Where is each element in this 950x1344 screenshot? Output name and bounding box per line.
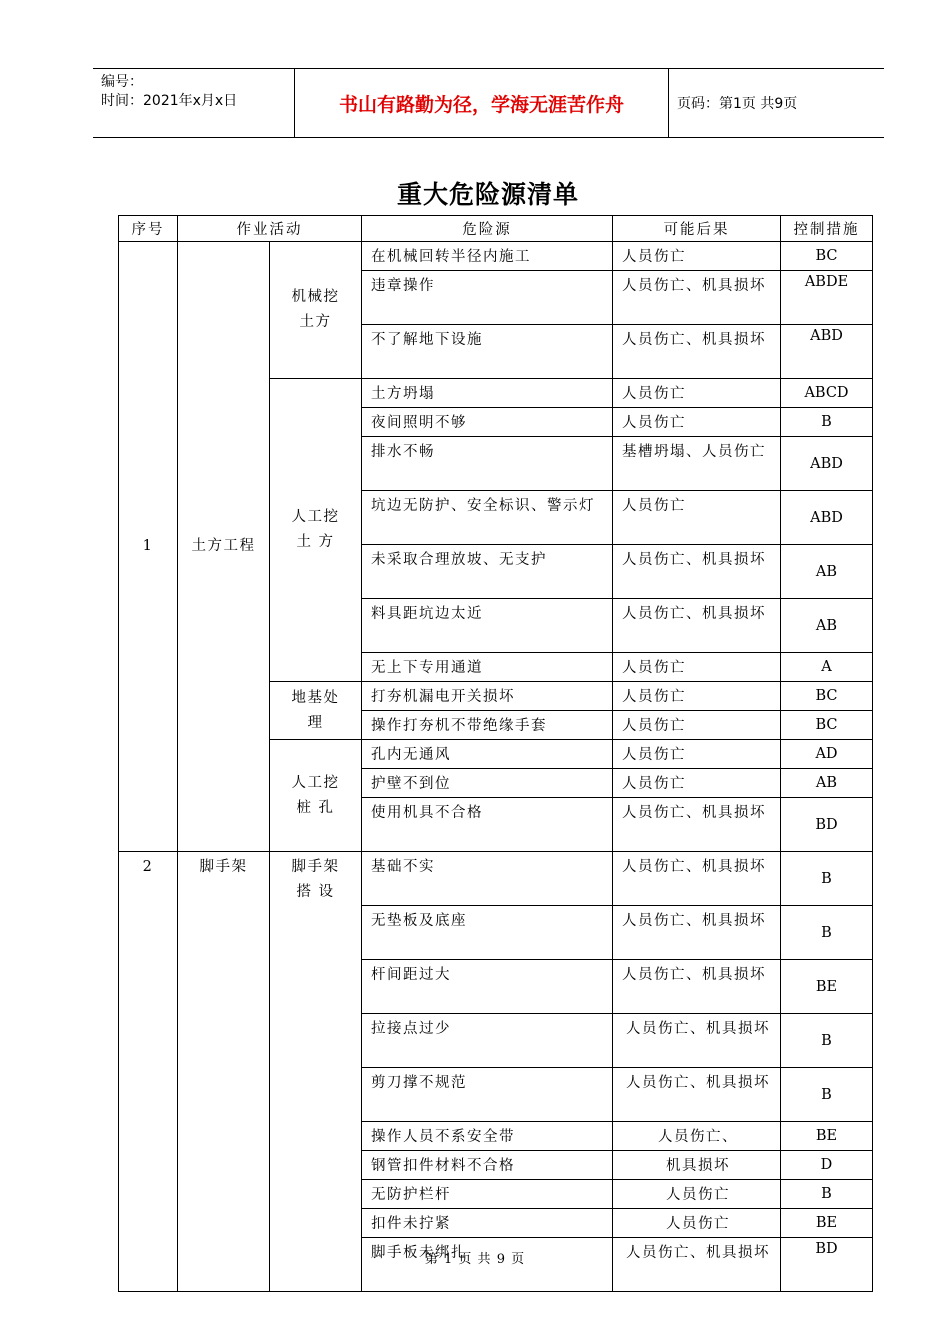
control-cell: ABD [781,325,873,379]
result-cell: 人员伤亡 [613,491,781,545]
result-cell: 人员伤亡、机具损坏 [613,1068,781,1122]
page-footer: 第 1 页 共 9 页 [424,1252,526,1267]
control-cell: BD [781,1238,873,1292]
group-index-cell: 1 [119,242,178,852]
sub-activity-label: 地基处理 [291,689,340,731]
control-cell: D [781,1151,873,1180]
result-cell: 人员伤亡、机具损坏 [613,325,781,379]
header-page-number: 页码：第1页 共9页 [677,96,798,112]
hazard-cell: 料具距坑边太近 [362,599,613,653]
table-row [119,852,873,906]
sub-activity-cell [270,852,362,1292]
document-title: 重大危险源清单 [396,180,579,209]
result-cell: 人员伤亡、机具损坏 [613,599,781,653]
hazard-cell: 坑边无防护、安全标识、警示灯 [362,491,613,545]
hazard-cell: 操作打夯机不带绝缘手套 [362,711,613,740]
result-cell: 人员伤亡 [613,711,781,740]
hazard-cell: 钢管扣件材料不合格 [362,1151,613,1180]
header-hazard: 危险源 [362,216,613,242]
hazard-cell: 不了解地下设施 [362,325,613,379]
hazard-cell: 扣件未拧紧 [362,1209,613,1238]
sub-activity-label: 脚手架搭 设 [291,859,340,900]
sub-activity-label: 机械挖土方 [291,289,340,330]
header-control: 控制措施 [781,216,873,242]
hazard-cell: 未采取合理放坡、无支护 [362,545,613,599]
sub-activity-cell [270,740,362,852]
control-cell: BE [781,1209,873,1238]
result-cell: 人员伤亡 [613,769,781,798]
result-cell: 人员伤亡、机具损坏 [613,906,781,960]
control-cell: AD [781,740,873,769]
result-cell: 人员伤亡 [613,682,781,711]
result-cell: 人员伤亡 [613,653,781,682]
hazard-cell: 排水不畅 [362,437,613,491]
hazard-cell: 夜间照明不够 [362,408,613,437]
document-number-label: 编号： [101,74,143,90]
result-cell: 人员伤亡、 [613,1122,781,1151]
header-index: 序号 [119,216,178,242]
hazard-cell: 违章操作 [362,271,613,325]
hazard-cell: 无垫板及底座 [362,906,613,960]
hazard-cell: 无防护栏杆 [362,1180,613,1209]
control-cell: BE [781,960,873,1014]
control-cell: ABD [781,491,873,545]
group-activity-cell: 脚手架 [178,852,270,1292]
sub-activity-cell [270,242,362,379]
group-activity-cell: 土方工程 [178,242,270,852]
hazard-cell: 操作人员不系安全带 [362,1122,613,1151]
header-motto: 书山有路勤为径，学海无涯苦作舟 [294,69,669,137]
result-cell: 机具损坏 [613,1151,781,1180]
group-index-cell: 2 [119,852,178,1292]
result-cell: 人员伤亡 [613,379,781,408]
hazard-cell: 杆间距过大 [362,960,613,1014]
control-cell: A [781,653,873,682]
control-cell: AB [781,545,873,599]
hazard-cell: 土方坍塌 [362,379,613,408]
control-cell: BC [781,711,873,740]
result-cell: 人员伤亡、机具损坏 [613,545,781,599]
hazard-cell: 孔内无通风 [362,740,613,769]
sub-activity-label: 人工挖土 方 [291,509,340,550]
result-cell: 人员伤亡、机具损坏 [613,852,781,906]
control-cell: B [781,906,873,960]
result-cell: 人员伤亡 [613,408,781,437]
result-cell: 人员伤亡、机具损坏 [613,271,781,325]
control-cell: ABD [781,437,873,491]
hazard-cell: 护壁不到位 [362,769,613,798]
hazard-cell: 脚手板未绑扎 [362,1238,613,1292]
result-cell: 人员伤亡 [613,740,781,769]
control-cell: AB [781,769,873,798]
hazard-table [118,215,873,1292]
hazard-cell: 拉接点过少 [362,1014,613,1068]
control-cell: BD [781,798,873,852]
sub-activity-cell [270,379,362,682]
hazard-cell: 在机械回转半径内施工 [362,242,613,271]
header-activity: 作业活动 [178,216,362,242]
hazard-cell: 剪刀撑不规范 [362,1068,613,1122]
header-meta [101,73,237,111]
control-cell: BC [781,242,873,271]
control-cell: B [781,1014,873,1068]
control-cell: BC [781,682,873,711]
control-cell: BE [781,1122,873,1151]
sub-activity-cell [270,682,362,740]
hazard-cell: 打夯机漏电开关损坏 [362,682,613,711]
result-cell: 人员伤亡 [613,242,781,271]
result-cell: 人员伤亡、机具损坏 [613,798,781,852]
page-header [93,68,884,138]
control-cell: ABCD [781,379,873,408]
document-time-label: 时间：2021年x月x日 [101,93,238,109]
hazard-cell: 无上下专用通道 [362,653,613,682]
control-cell: B [781,408,873,437]
control-cell: B [781,852,873,906]
result-cell: 人员伤亡、机具损坏 [613,1014,781,1068]
hazard-cell: 基础不实 [362,852,613,906]
control-cell: AB [781,599,873,653]
control-cell: B [781,1180,873,1209]
sub-activity-label: 人工挖桩 孔 [291,774,340,816]
control-cell: B [781,1068,873,1122]
table-header-row [119,216,873,242]
result-cell: 人员伤亡、机具损坏 [613,960,781,1014]
header-result: 可能后果 [613,216,781,242]
table-row [119,242,873,271]
control-cell: ABDE [781,271,873,325]
result-cell: 基槽坍塌、人员伤亡 [613,437,781,491]
hazard-cell: 使用机具不合格 [362,798,613,852]
result-cell: 人员伤亡 [613,1209,781,1238]
result-cell: 人员伤亡、机具损坏 [613,1238,781,1292]
result-cell: 人员伤亡 [613,1180,781,1209]
